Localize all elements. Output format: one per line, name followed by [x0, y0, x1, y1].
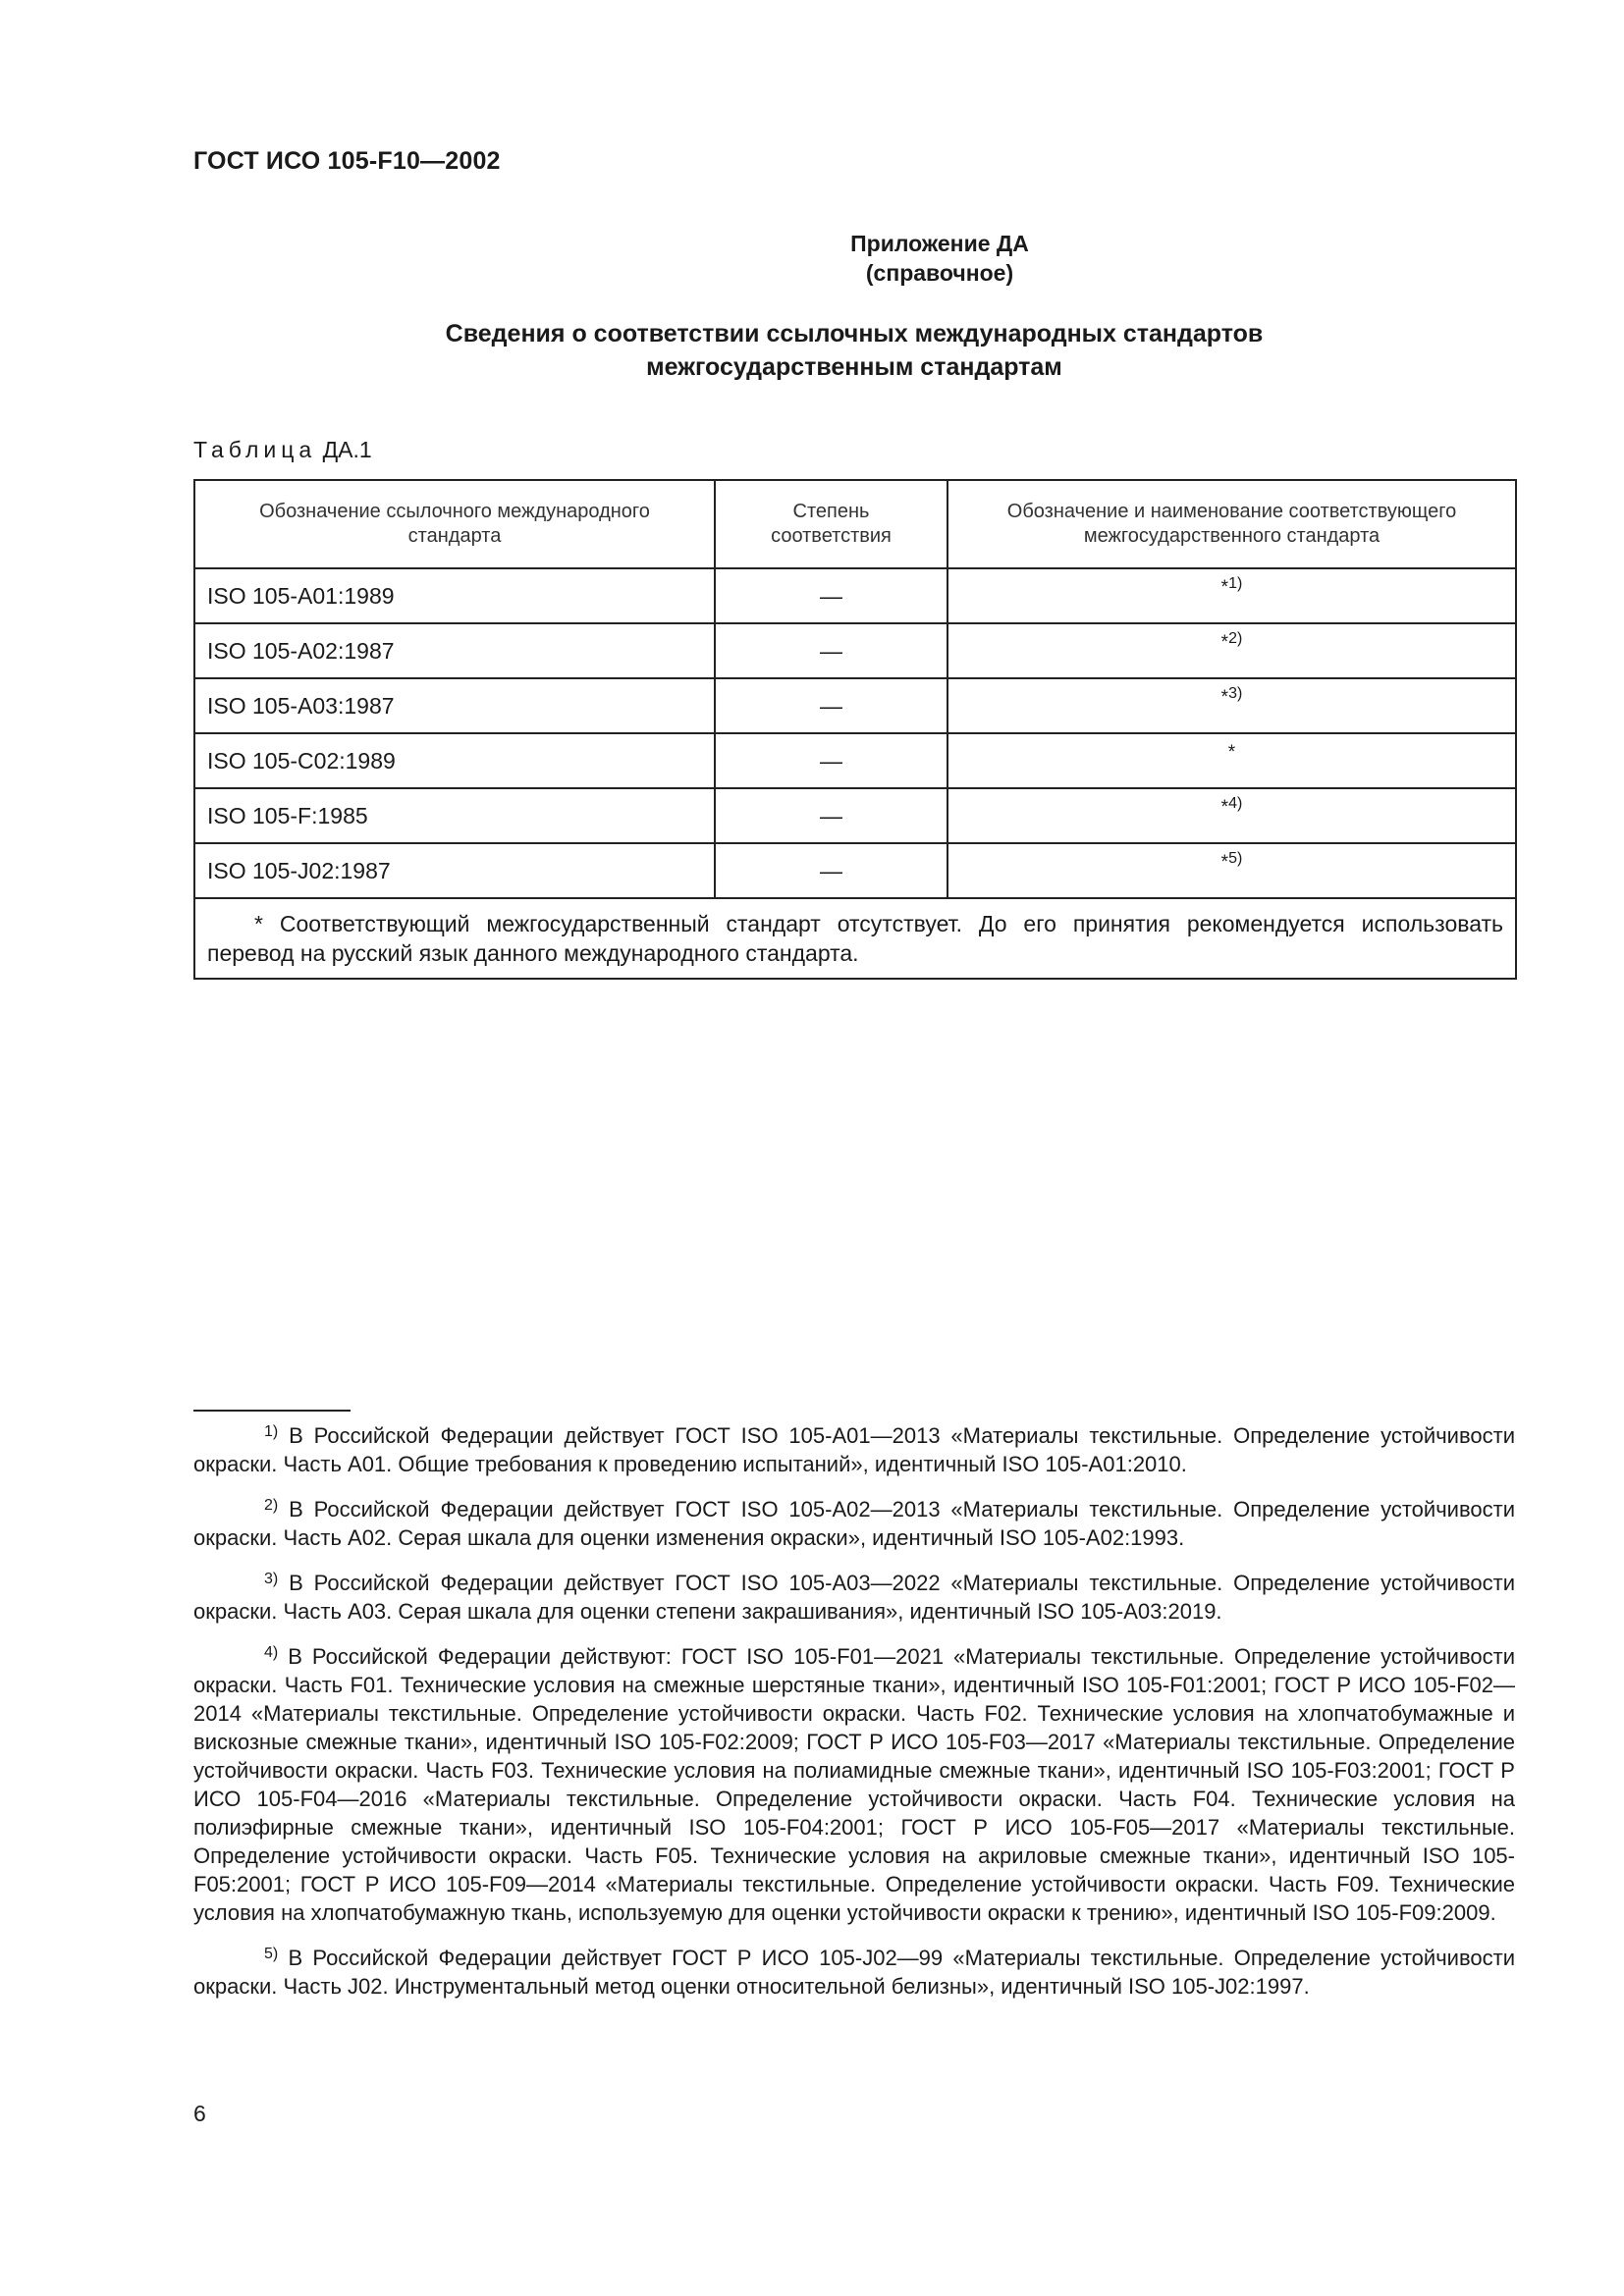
footnote-separator: [193, 1410, 351, 1412]
footnote-ref: 4): [1228, 795, 1243, 812]
absent-standard-mark: *: [1220, 577, 1229, 598]
cell-interstate-standard: [947, 843, 1516, 898]
table-row: [194, 733, 1516, 788]
table-caption: [193, 437, 372, 463]
footnote: [193, 1940, 1515, 2001]
cell-interstate-standard: [947, 568, 1516, 623]
absent-standard-mark: *: [1227, 742, 1236, 763]
footnote-text: В Российской Федерации действует ГОСТ Р ИСО 105-J02—99 «Материалы текстильные. Определение устойчивости окраски. Часть J02. Инструментальный метод оценки относительной белизны», идентичный ISO 105-J02:1997.: [193, 1946, 1515, 1999]
table-row: [194, 623, 1516, 678]
footnote: [193, 1565, 1515, 1626]
absent-standard-mark: *: [1220, 797, 1229, 818]
appendix-title: Приложение ДА: [850, 231, 1029, 256]
header-interstate-standard: Обозначение и наименование соответствующего межгосударственного стандарта: [947, 480, 1516, 568]
footnote-number: 2): [264, 1497, 279, 1514]
cell-international-standard: ISO 105-A01:1989: [194, 568, 715, 623]
document-code-header: ГОСТ ИСО 105-F10—2002: [193, 147, 501, 175]
cell-interstate-standard: [947, 623, 1516, 678]
cell-international-standard: ISO 105-C02:1989: [194, 733, 715, 788]
cell-degree-of-conformity: —: [715, 843, 947, 898]
table-caption-number: ДА.1: [322, 437, 372, 462]
correspondence-table: [193, 479, 1517, 980]
cell-international-standard: ISO 105-J02:1987: [194, 843, 715, 898]
cell-interstate-standard: [947, 678, 1516, 733]
cell-degree-of-conformity: —: [715, 678, 947, 733]
footnote-number: 3): [264, 1571, 279, 1587]
cell-international-standard: ISO 105-A02:1987: [194, 623, 715, 678]
header-international-standard: Обозначение ссылочного международного стандарта: [194, 480, 715, 568]
table-row: [194, 678, 1516, 733]
absent-standard-mark: *: [1220, 632, 1229, 653]
cell-international-standard: ISO 105-A03:1987: [194, 678, 715, 733]
table-caption-word: Таблица: [193, 437, 317, 462]
section-title-line-1: Сведения о соответствии ссылочных международных стандартов: [445, 320, 1264, 347]
cell-degree-of-conformity: —: [715, 623, 947, 678]
cell-degree-of-conformity: —: [715, 788, 947, 843]
footnote: [193, 1491, 1515, 1552]
footnote-text: В Российской Федерации действует ГОСТ ISO 105-A01—2013 «Материалы текстильные. Определение устойчивости окраски. Часть A01. Общие требования к проведению испытаний», идентичный ISO 105-A01:2010.: [193, 1423, 1516, 1476]
cell-international-standard: ISO 105-F:1985: [194, 788, 715, 843]
appendix-subtitle: (справочное): [865, 260, 1014, 286]
section-title-line-2: межгосударственным стандартам: [646, 353, 1062, 381]
table-note: [194, 898, 1516, 979]
footnote-ref: 1): [1228, 575, 1243, 592]
cell-interstate-standard: [947, 733, 1516, 788]
footnote-text: В Российской Федерации действует ГОСТ ISO 105-A02—2013 «Материалы текстильные. Определение устойчивости окраски. Часть A02. Серая шкала для оценки изменения окраски», идентичный ISO 105-A02:1993.: [193, 1497, 1516, 1550]
footnote-number: 1): [264, 1423, 279, 1440]
footnote-ref: 5): [1228, 850, 1243, 867]
footnote-number: 4): [264, 1644, 279, 1661]
table-header-row: [194, 480, 1516, 568]
table-note-row: [194, 898, 1516, 979]
cell-interstate-standard: [947, 788, 1516, 843]
header-degree-of-conformity: Степень соответствия: [715, 480, 947, 568]
footnote-text: В Российской Федерации действует ГОСТ ISO 105-A03—2022 «Материалы текстильные. Определение устойчивости окраски. Часть A03. Серая шкала для оценки степени закрашивания», идентичный ISO 105-A03:2019.: [193, 1571, 1516, 1624]
footnote-text: В Российской Федерации действуют: ГОСТ ISO 105-F01—2021 «Материалы текстильные. Определение устойчивости окраски. Часть F01. Технические условия на смежные шерстяные ткани», идентичный ISO 105-F01:2001; ГОСТ Р ИСО 105-F02—2014 «Материалы текстильные. Определение устойчивости окраски. Часть F02. Технические условия на хлопчатобумажные и вискозные смежные ткани», идентичный ISO 105-F02:2009; ГОСТ Р ИСО 105-F03—2017 «Материалы текстильные. Определение устойчивости окраски. Часть F03. Технические условия на полиамидные смежные ткани», идентичный ISO 105-F03:2001; ГОСТ Р ИСО 105-F04—2016 «Материалы текстильные. Определение устойчивости окраски. Часть F04. Технические условия на полиэфирные смежные ткани», идентичный ISO 105-F04:2001; ГОСТ Р ИСО 105-F05—2017 «Материалы текстильные. Определение устойчивости окраски. Часть F05. Технические условия на акриловые смежные ткани», идентичный ISO 105-F05:2001; ГОСТ Р ИСО 105-F09—2014 «Материалы текстильные. Определение устойчивости окраски. Часть F09. Технические условия на хлопчатобумажную ткань, используемую для оценки устойчивости окраски к трению», идентичный ISO 105-F09:2009.: [193, 1644, 1515, 1925]
footnote-ref: 2): [1228, 630, 1243, 647]
footnote: [193, 1417, 1515, 1478]
appendix-heading: [0, 229, 1624, 288]
table-row: [194, 568, 1516, 623]
cell-degree-of-conformity: —: [715, 568, 947, 623]
footnote-ref: 3): [1228, 685, 1243, 702]
table-row: [194, 788, 1516, 843]
section-title: [193, 317, 1515, 384]
absent-standard-mark: *: [1220, 852, 1229, 873]
footnote-number: 5): [264, 1946, 279, 1962]
absent-standard-mark: *: [1220, 687, 1229, 708]
table-row: [194, 843, 1516, 898]
page-number: 6: [193, 2101, 206, 2126]
footnote: [193, 1638, 1515, 1927]
table-note-text: * Соответствующий межгосударственный стандарт отсутствует. До его принятия рекомендуется использовать перевод на русский язык данного международного стандарта.: [207, 911, 1503, 966]
cell-degree-of-conformity: —: [715, 733, 947, 788]
footnotes-section: [193, 1417, 1515, 2013]
